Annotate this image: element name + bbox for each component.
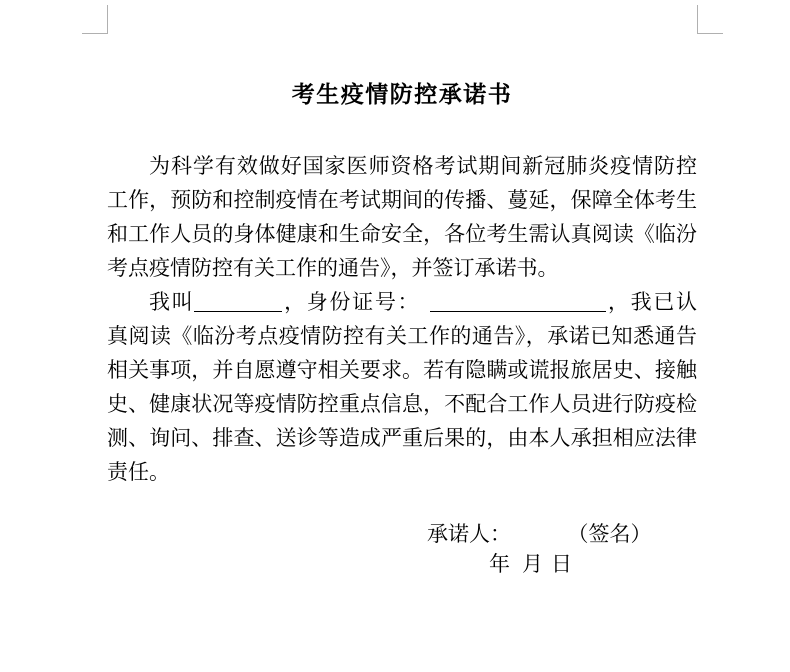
- text-line: 为科学有效做好国家医师资格考试期间新冠肺炎疫情防控: [149, 154, 697, 178]
- text-line: [107, 285, 697, 319]
- name-blank-field[interactable]: [194, 291, 282, 312]
- id-number-label: ，身份证号：: [282, 290, 421, 314]
- text-line: 测、询问、排查、送诊等造成严重后果的，由本人承担相应法律: [107, 426, 697, 450]
- text-line: 史、健康状况等疫情防控重点信息，不配合工作人员进行防疫检: [107, 392, 697, 416]
- text-line: 考点疫情防控有关工作的通告》，并签订承诺书。: [107, 256, 559, 280]
- text-line: 责任。: [107, 460, 170, 484]
- date-line: [489, 547, 572, 581]
- signature-line: [427, 517, 652, 551]
- date-day-label: 日: [551, 552, 572, 576]
- paragraph-1: [107, 149, 697, 285]
- date-month-label: 月: [522, 552, 543, 576]
- paragraph-2: [107, 285, 697, 489]
- document-body: [107, 149, 697, 489]
- text-line: 和工作人员的身体健康和生命安全，各位考生需认真阅读《临汾: [107, 222, 697, 246]
- id-number-blank-field[interactable]: [430, 291, 606, 312]
- text-line: 相关事项，并自愿遵守相关要求。若有隐瞒或谎报旅居史、接触: [107, 358, 697, 382]
- text-line: 真阅读《临汾考点疫情防控有关工作的通告》，承诺已知悉通告: [107, 324, 697, 348]
- document-title: 考生疫情防控承诺书: [291, 82, 513, 107]
- margin-mark-top-left-horizontal: [82, 33, 108, 34]
- date-year-label: 年: [489, 552, 510, 576]
- signature-hint: （签名）: [578, 522, 652, 546]
- line-suffix: ，我已认: [606, 290, 698, 314]
- margin-mark-top-right-horizontal: [697, 33, 723, 34]
- margin-mark-top-left-vertical: [107, 5, 108, 33]
- promiser-label: 承诺人：: [427, 522, 511, 546]
- name-label: 我叫: [149, 290, 195, 314]
- text-line: 工作，预防和控制疫情在考试期间的传播、蔓延，保障全体考生: [107, 188, 697, 212]
- margin-mark-top-right-vertical: [697, 5, 698, 33]
